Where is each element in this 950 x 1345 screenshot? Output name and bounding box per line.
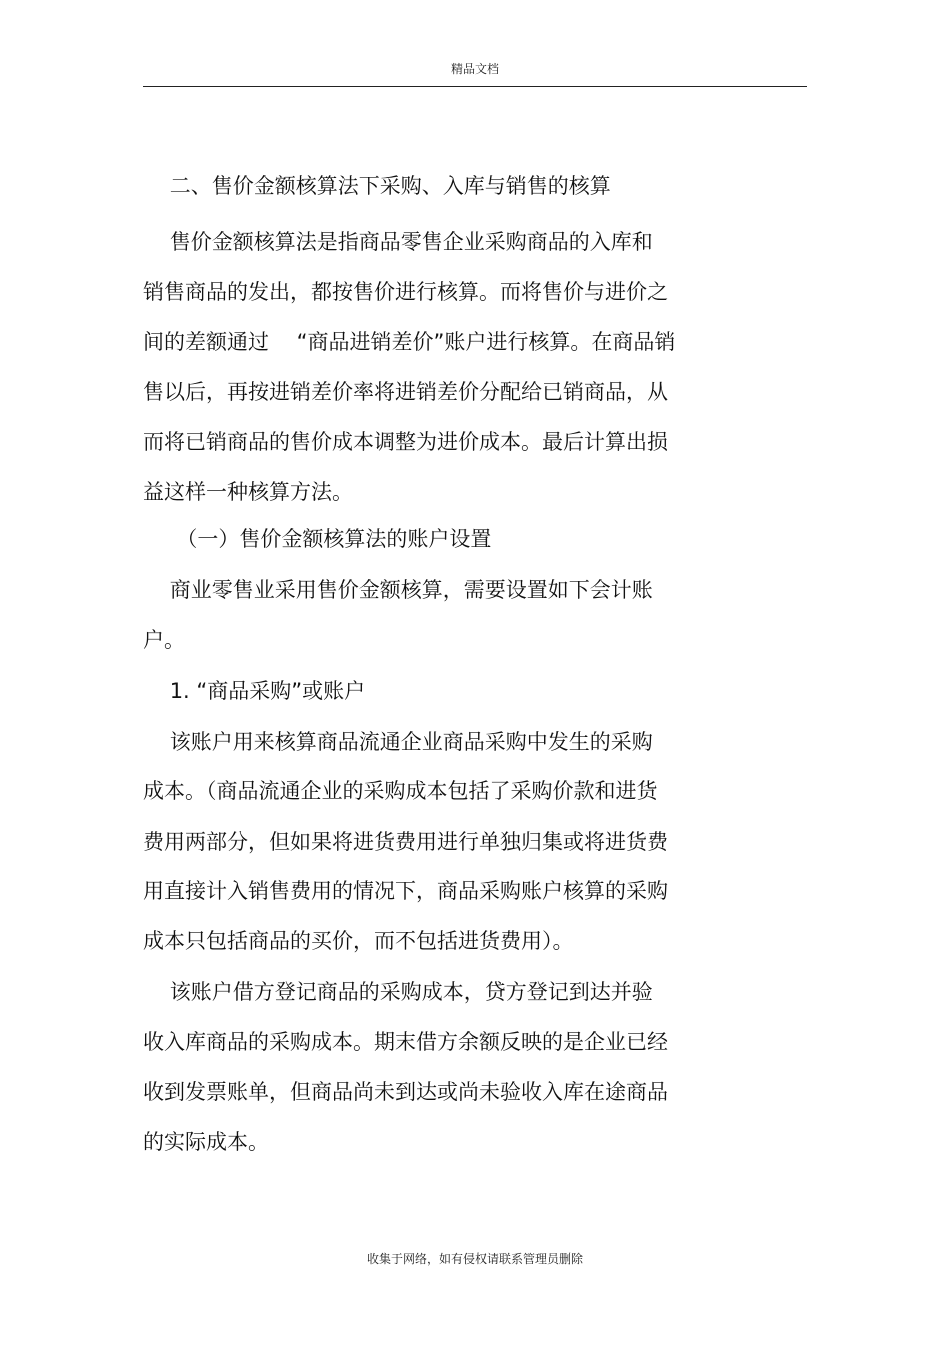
body-line: 商业零售业采用售价金额核算，需要设置如下会计账	[143, 578, 653, 602]
body-line: 户。	[143, 628, 185, 652]
body-line: 成本。（商品流通企业的采购成本包括了采购价款和进货	[143, 779, 658, 803]
section-heading: 二、售价金额核算法下采购、入库与销售的核算	[143, 174, 611, 198]
body-line: 而将已销商品的售价成本调整为进价成本。最后计算出损	[143, 430, 668, 454]
body-line: 成本只包括商品的买价，而不包括进货费用）。	[143, 929, 574, 953]
body-line: 该账户用来核算商品流通企业商品采购中发生的采购	[143, 730, 653, 754]
body-line: 售以后，再按进销差价率将进销差价分配给已销商品，从	[143, 380, 668, 404]
subsection-heading: （一）售价金额核算法的账户设置	[143, 527, 492, 551]
body-line: 费用两部分，但如果将进货费用进行单独归集或将进货费	[143, 830, 668, 854]
body-line: 售价金额核算法是指商品零售企业采购商品的入库和	[143, 230, 653, 254]
item-heading: 1. “商品采购”或账户	[143, 679, 366, 703]
page-footer: 收集于网络，如有侵权请联系管理员删除	[366, 1252, 583, 1266]
body-line: 收到发票账单，但商品尚未到达或尚未验收入库在途商品	[143, 1080, 668, 1104]
body-line: 的实际成本。	[143, 1130, 269, 1154]
header-divider	[143, 86, 807, 87]
body-line: 销售商品的发出，都按售价进行核算。而将售价与进价之	[143, 280, 668, 304]
body-line: 收入库商品的采购成本。期末借方余额反映的是企业已经	[143, 1030, 668, 1054]
body-line: 益这样一种核算方法。	[143, 480, 353, 504]
body-line: 该账户借方登记商品的采购成本，贷方登记到达并验	[143, 980, 653, 1004]
body-line: 间的差额通过 “商品进销差价”账户进行核算。在商品销	[143, 330, 676, 354]
page-header: 精品文档	[450, 62, 499, 76]
body-line: 用直接计入销售费用的情况下，商品采购账户核算的采购	[143, 879, 668, 903]
